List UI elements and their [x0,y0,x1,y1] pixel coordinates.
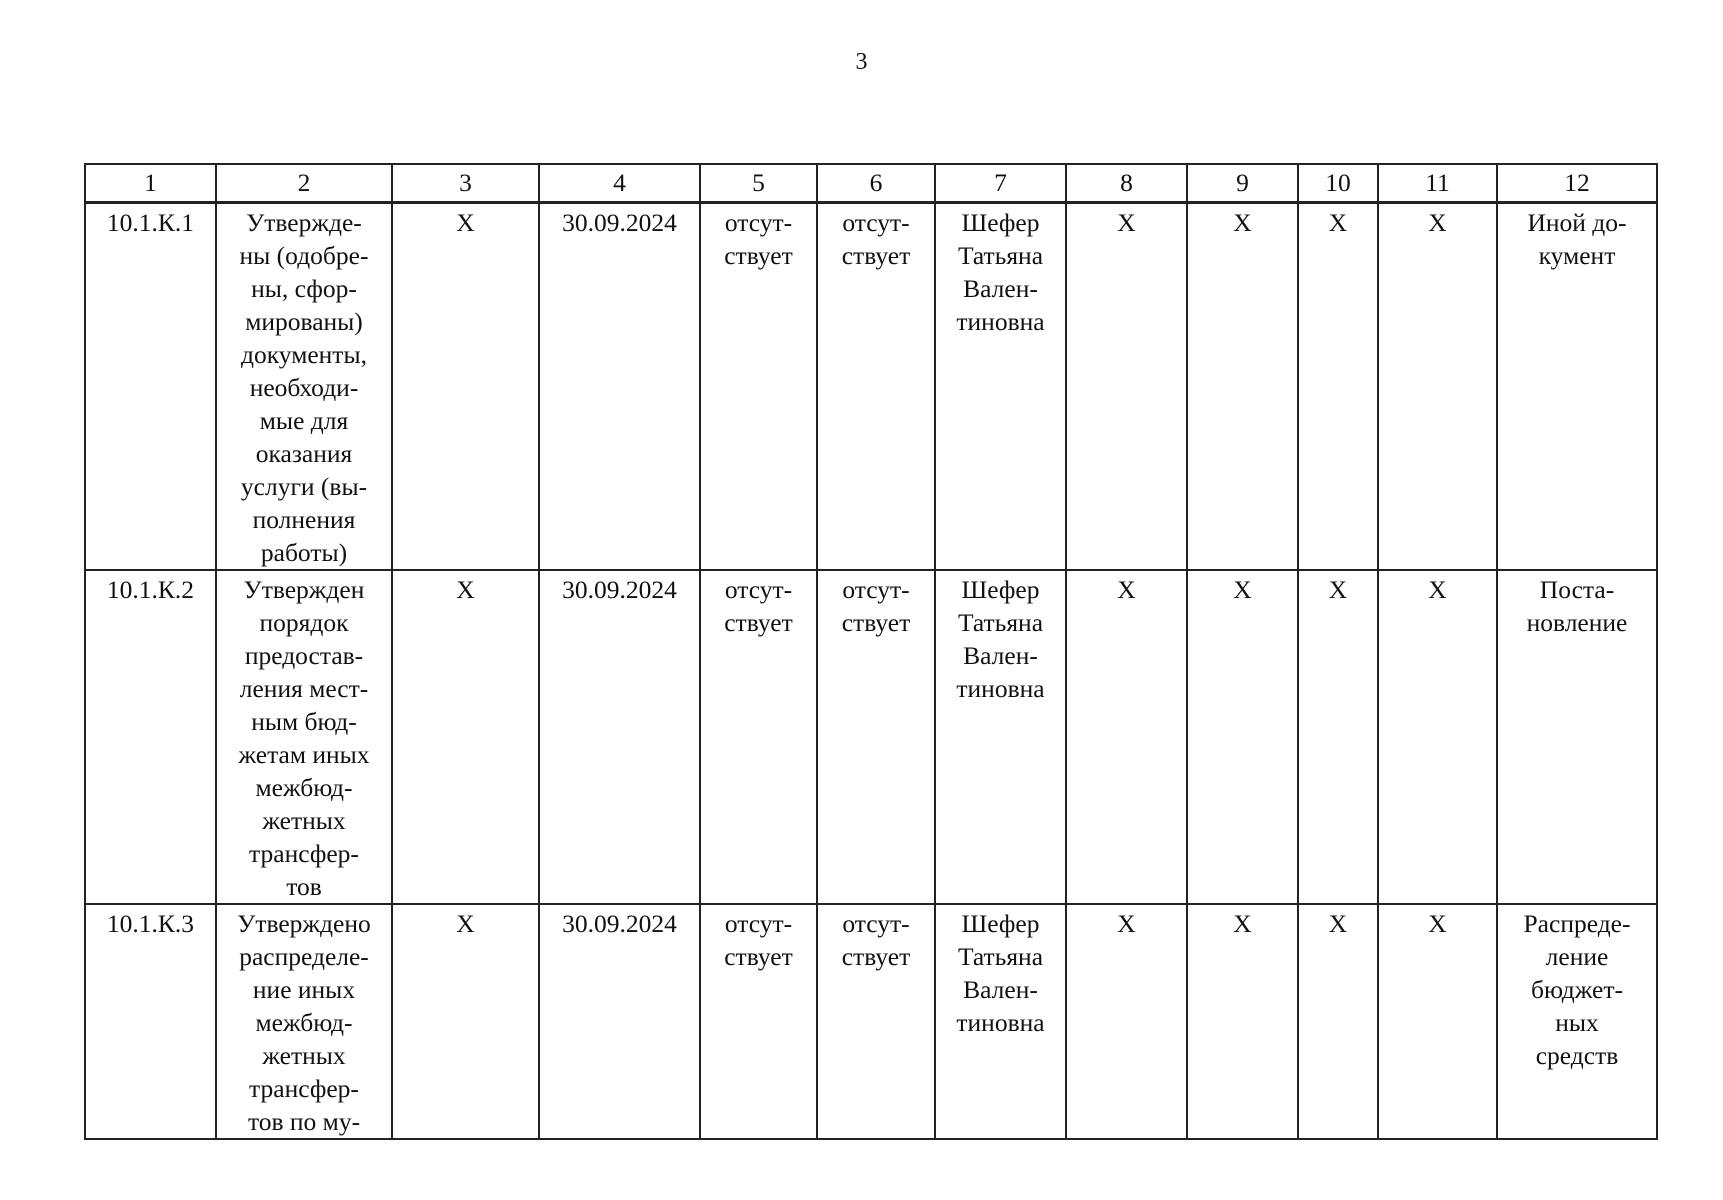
control-point-code-cell [85,904,216,1139]
column-number-10: 10 [1298,164,1378,203]
col5-text: отсут- ствует [724,909,793,971]
col3-cell [392,904,539,1139]
col10-cell [1298,904,1378,1139]
col6-cell [817,904,935,1139]
column-number-7: 7 [935,164,1066,203]
col6-text: отсут- ствует [841,909,911,971]
col3-cell [392,203,539,571]
column-number-6: 6 [817,164,935,203]
date-text: 30.09.2024 [562,909,677,938]
column-number-3: 3 [392,164,539,203]
responsible-name: Шефер Татьяна Вален- тиновна [956,909,1045,1037]
document-type-text: Поста- новление [1526,575,1628,637]
responsible-cell [935,570,1066,904]
col8-cell [1066,904,1187,1139]
col10-mark: X [1328,909,1348,938]
column-number-2: 2 [216,164,392,203]
table-header-row [85,164,1657,203]
col6-cell [817,203,935,571]
col3-mark: X [456,208,475,237]
responsible-cell [935,904,1066,1139]
document-type-cell [1497,203,1657,571]
col8-mark: X [1117,208,1136,237]
control-point-code: 10.1.К.1 [106,208,195,237]
col11-cell [1378,904,1497,1139]
page-number: 3 [855,49,868,75]
column-number-12: 12 [1497,164,1657,203]
col11-mark: X [1428,575,1447,604]
responsible-cell [935,203,1066,571]
control-point-code: 10.1.К.2 [106,575,195,604]
col9-mark: X [1233,909,1252,938]
document-type-cell [1497,570,1657,904]
col9-mark: X [1233,208,1252,237]
col10-mark: X [1328,575,1348,604]
col10-cell [1298,203,1378,571]
date-text: 30.09.2024 [562,208,677,237]
col5-cell [700,904,817,1139]
col11-mark: X [1428,208,1447,237]
col6-text: отсут- ствует [841,208,911,270]
col6-cell [817,570,935,904]
responsible-name: Шефер Татьяна Вален- тиновна [956,575,1045,703]
control-points-table [84,163,1658,1140]
table-row [85,203,1657,571]
control-point-code: 10.1.К.3 [106,909,195,938]
col11-mark: X [1428,909,1447,938]
description-cell [216,904,392,1139]
column-number-1: 1 [85,164,216,203]
col8-cell [1066,570,1187,904]
col8-mark: X [1117,575,1136,604]
col3-mark: X [456,575,475,604]
responsible-name: Шефер Татьяна Вален- тиновна [956,208,1045,336]
description-cell [216,570,392,904]
col10-mark: X [1328,208,1348,237]
description-text: Утвержден порядок предостав- ления мест- ным бюд- жетам иных межбюд- жетных трансфер- тов [238,575,370,901]
col8-mark: X [1117,909,1136,938]
description-cell [216,203,392,571]
document-type-cell [1497,904,1657,1139]
col11-cell [1378,203,1497,571]
description-text: Утвержде- ны (одобре- ны, сфор- мированы) документы, необходи- мые для оказания услуги (вы- полнения работы) [239,208,369,567]
column-number-8: 8 [1066,164,1187,203]
col11-cell [1378,570,1497,904]
column-number-5: 5 [700,164,817,203]
col5-cell [700,570,817,904]
table-row [85,570,1657,904]
col10-cell [1298,570,1378,904]
col3-mark: X [456,909,475,938]
control-point-code-cell [85,570,216,904]
col5-text: отсут- ствует [724,208,793,270]
document-type-text: Распреде- ление бюджет- ных средств [1523,909,1631,1070]
date-cell [539,203,700,571]
col6-text: отсут- ствует [841,575,911,637]
date-text: 30.09.2024 [562,575,677,604]
col9-cell [1187,203,1298,571]
control-point-code-cell [85,203,216,571]
column-number-4: 4 [539,164,700,203]
table-row [85,904,1657,1139]
col3-cell [392,570,539,904]
col8-cell [1066,203,1187,571]
date-cell [539,904,700,1139]
col5-text: отсут- ствует [724,575,793,637]
col9-mark: X [1233,575,1252,604]
description-text: Утверждено распределе- ние иных межбюд- жетных трансфер- тов по му- [237,909,371,1136]
date-cell [539,570,700,904]
col9-cell [1187,904,1298,1139]
document-type-text: Иной до- кумент [1527,208,1627,270]
col5-cell [700,203,817,571]
col9-cell [1187,570,1298,904]
column-number-11: 11 [1378,164,1497,203]
column-number-9: 9 [1187,164,1298,203]
